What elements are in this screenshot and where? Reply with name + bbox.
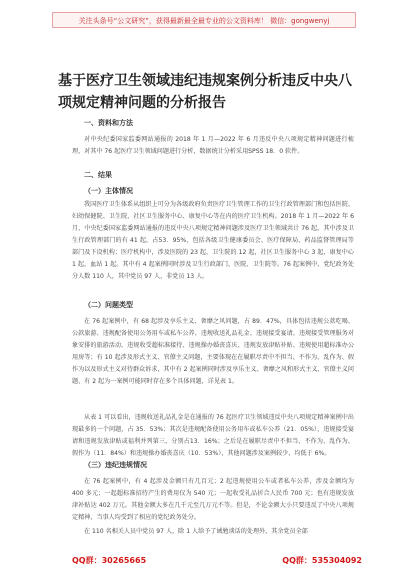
paragraph-table-analysis: 从表 1 可以看出，违规收送礼品礼金是在通报的 76 起医疗卫生领域违反中央八项规定精神案例中出现最多的一个问题，占 35．53%；其次是违规配备使用公务用车或私车公养（21．05%），违规接受宴请和违规发放津贴或福利并列第三，分别占13．16%；之后是在履职尽责中不担当、不作为、乱作为、假作为（11．84%）和违规操办婚丧喜庆（10．53%），其他问题涉及案例较少，均低于 6%。 [72, 414, 354, 457]
paragraph-subject: 我国医疗卫生体系从组织上可分为各级政府负责医疗卫生管理工作的卫生行政管理部门和包括医院、妇幼保健院、卫生院、社区卫生服务中心、康复中心等在内的医疗卫生机构。2018 年 1 月—2022 年 6 月，中央纪委国家监委网站通报的违反中央八项规定精神问题涉及医疗卫生领域共计 76 起，其中涉及卫生行政管理部门的有 41 起，占53．95%，包括各级卫生健康委员会、医疗保障局、药品监督管理局等部门及下设机构；医疗机构中，涉及医院的 23 起，卫生院的 12 起，社区卫生服务中心 3 起，康复中心 1 起，血站 1 起。其中有 4 起案例同时涉及卫生行政部门、医院、卫生院等。76 起案例中，党纪政务处分人数 110 人，其中党员 97 人，非党员 13 人。 [72, 201, 354, 280]
footer-contact [72, 555, 362, 566]
paragraph-problem-types: 在 76 起案例中，有 68 起涉及享乐主义、奢靡之风问题，占 89．47%，具体包括违规公款吃喝、公款旅游、违规配备使用公务用车或私车公养、违规收送礼品礼金、违规接受宴请、违规接受管理服务对象安排的旅游活动、违规收受超标准接待、违规操办婚丧喜庆、违规发放津贴补贴、违规使用超标准办公用房等；有 10 起涉及形式主义、官僚主义问题，主要体现在在履职尽责中不担当、不作为、乱作为、假作为以及形式主义对待群众诉求，其中有 2 起案例同时涉及享乐主义、奢靡之风和形式主义、官僚主义问题，有 2 起为一案例可能同时存在多个具体问题，详见表 1。 [72, 318, 354, 385]
paragraph-personnel: 在 110 名相关人员中党员 97 人，除 1 人给予了诫勉谈话的处理外，其余党员全部 [84, 528, 308, 535]
document-title: 基于医疗卫生领域违纪违规案例分析违反中央八项规定精神问题的分析报告 [58, 73, 352, 111]
section-heading-materials: 一、资料和方法 [84, 119, 133, 127]
section-heading-results: 二、结果 [84, 171, 112, 179]
paragraph-materials: 对中央纪委国家监委网站通报的 2018 年 1 月—2022 年 6 月违反中央八项规定精神问题进行梳理，对其中 76 起医疗卫生领域问题进行分析，数据统计分析采用SPSS 18．0 软件。 [72, 136, 354, 155]
paragraph-violations: 在 76 起案例中，有 4 起涉及金额只有几百元；2 起违规使用公车或者私车公养，涉及金额均为 400 多元；一起超标准招待产生的费用仅为 540 元；一起收受礼品折合人民币 700 元；也有违规发放津补贴达 402 万元。其他金额大多在几千元至几万元不等。但是，不论金额大小只要违反了中央八项规定精神，当事人均受到了相应的党纪政务处分。 [72, 478, 354, 521]
qq-group-2: QQ群：535304092 [282, 556, 362, 565]
subheading-problem-types: （二）问题类型 [84, 301, 133, 309]
qq-group-1: QQ群：30265665 [72, 556, 147, 565]
promo-banner[interactable]: 关注头条号“公文研究”，获得最新最全最专业的公文资料库！ 微信：gongwenyj [52, 12, 356, 28]
subheading-violations: （三）违纪违规情况 [84, 461, 147, 469]
subheading-subject: （一）主体情况 [84, 187, 133, 195]
